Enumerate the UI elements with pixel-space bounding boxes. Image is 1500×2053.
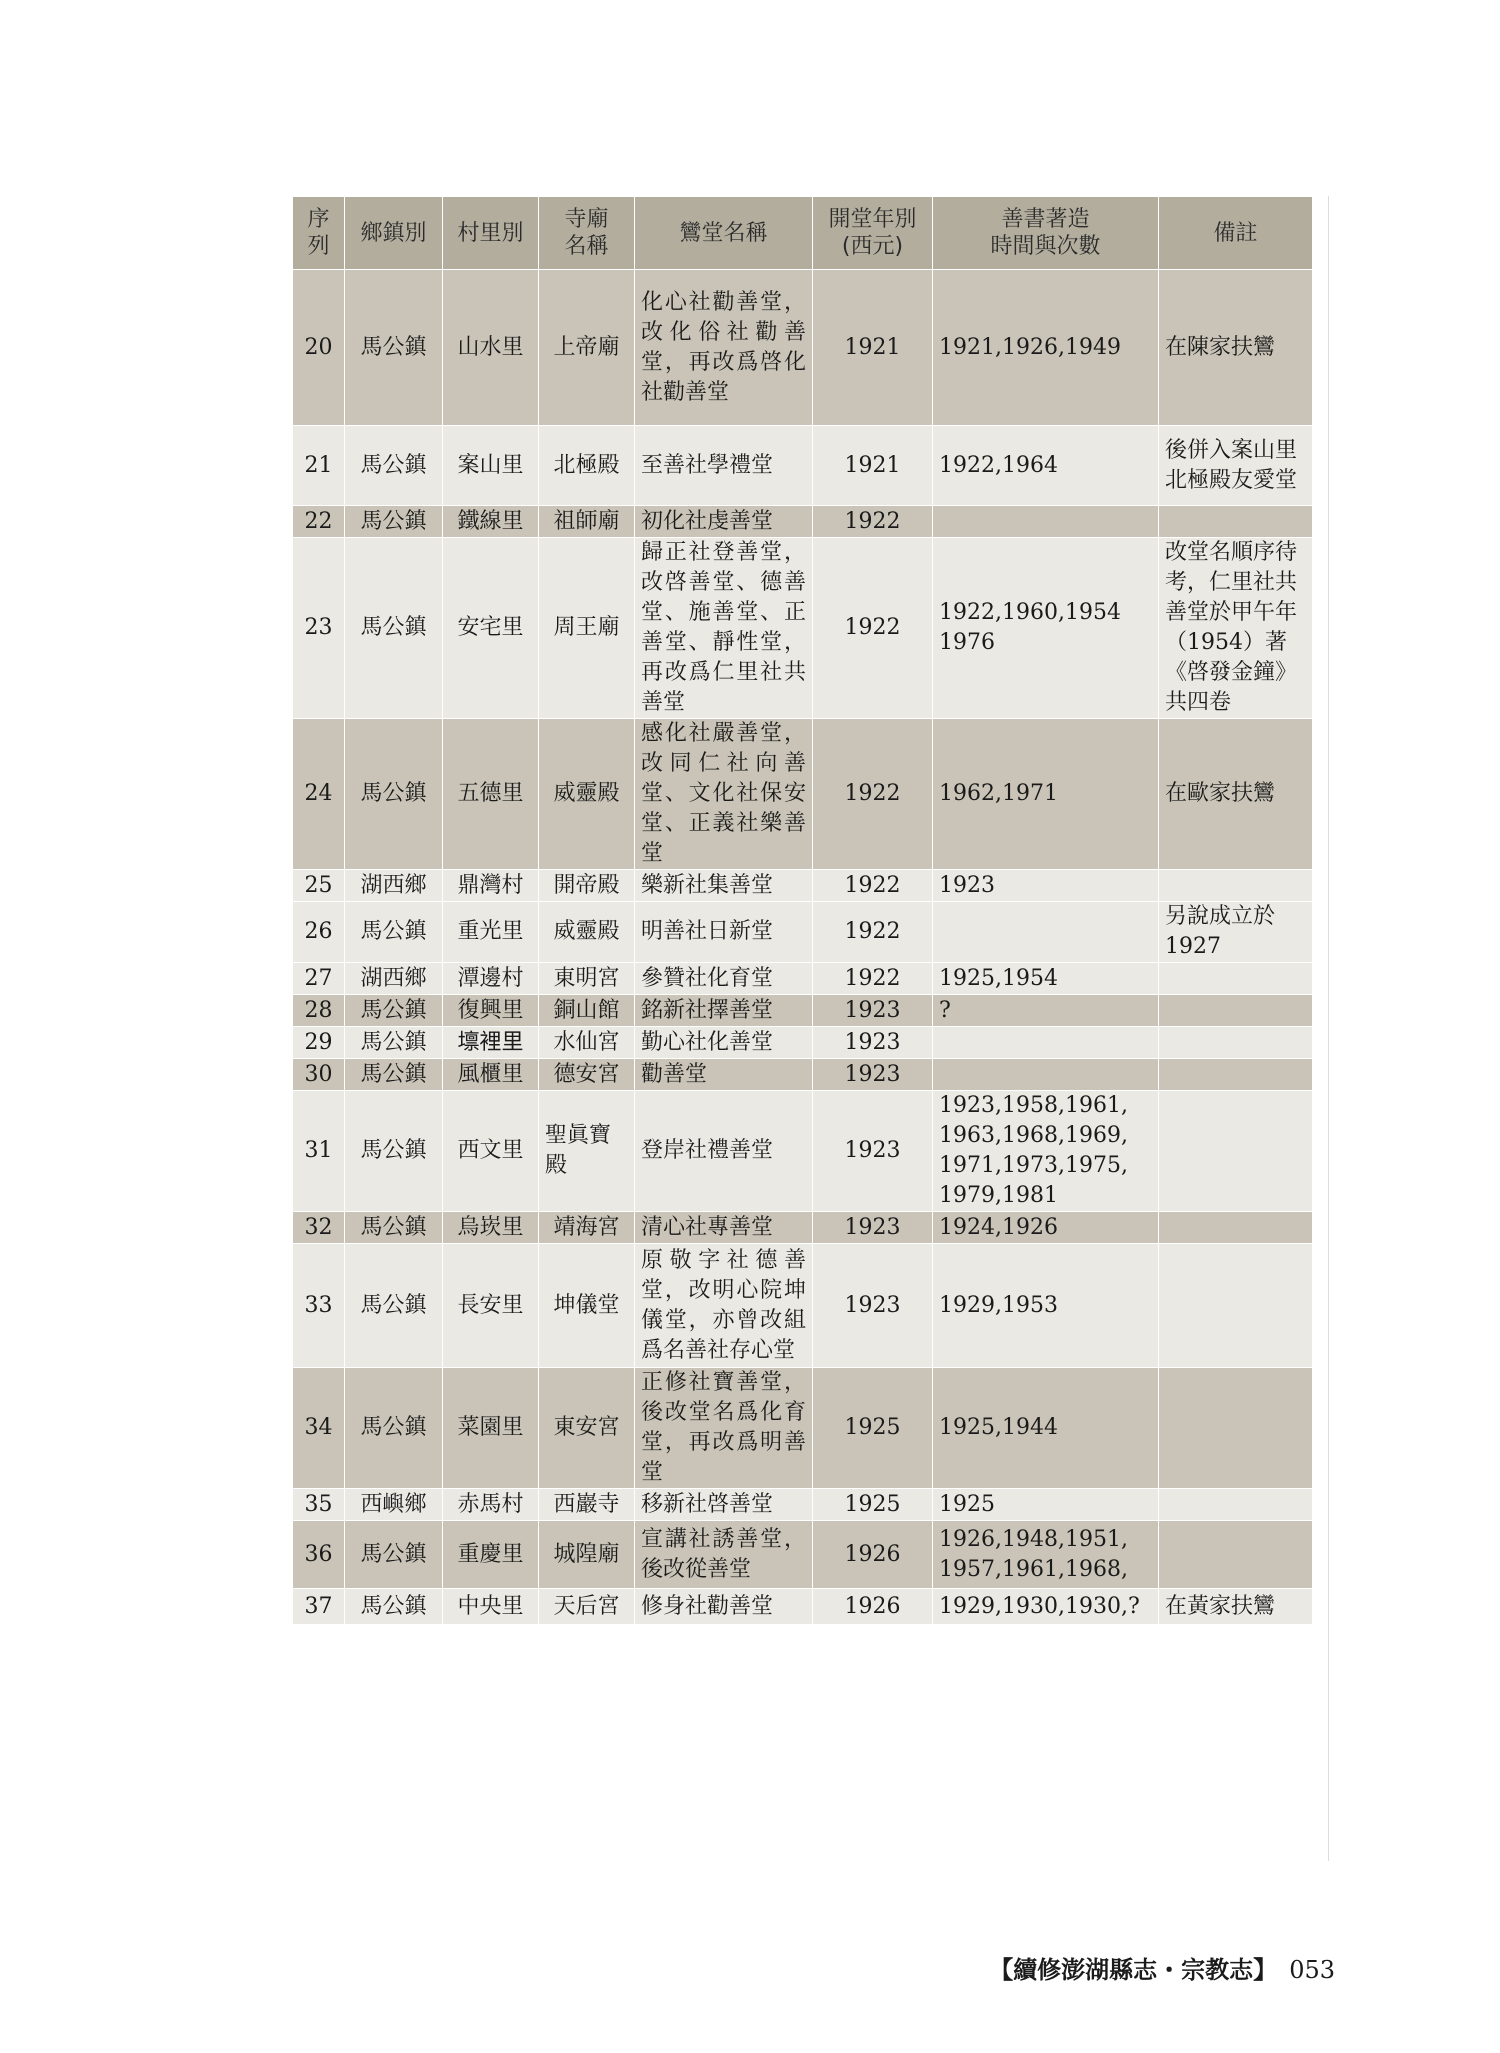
cell-seq: 33 <box>293 1244 345 1368</box>
cell-books: 1929,1930,1930,? <box>933 1589 1159 1625</box>
cell-books: 1922,1960,1954 1976 <box>933 538 1159 719</box>
cell-village: 重慶里 <box>443 1521 539 1589</box>
cell-books: 1929,1953 <box>933 1244 1159 1368</box>
cell-note: 後併入案山里北極殿友愛堂 <box>1159 426 1313 506</box>
cell-year: 1921 <box>813 270 933 426</box>
cell-note <box>1159 1027 1313 1059</box>
cell-town: 湖西鄉 <box>345 870 443 902</box>
cell-seq: 21 <box>293 426 345 506</box>
cell-temple: 水仙宮 <box>539 1027 635 1059</box>
cell-hall: 移新社啓善堂 <box>635 1489 813 1521</box>
table-row <box>293 1059 1313 1091</box>
cell-temple: 上帝廟 <box>539 270 635 426</box>
cell-note <box>1159 506 1313 538</box>
table-row <box>293 538 1313 719</box>
cell-hall: 化心社勸善堂，改化俗社勸善堂，再改爲啓化社勸善堂 <box>635 270 813 426</box>
cell-year: 1923 <box>813 995 933 1027</box>
cell-temple: 周王廟 <box>539 538 635 719</box>
table-row <box>293 963 1313 995</box>
cell-year: 1923 <box>813 1212 933 1244</box>
cell-note <box>1159 995 1313 1027</box>
cell-books: 1962,1971 <box>933 719 1159 870</box>
table-row <box>293 1368 1313 1489</box>
table-row <box>293 1589 1313 1625</box>
cell-hall: 感化社嚴善堂，改同仁社向善堂、文化社保安堂、正義社樂善堂 <box>635 719 813 870</box>
cell-books: 1925,1944 <box>933 1368 1159 1489</box>
cell-village: 復興里 <box>443 995 539 1027</box>
cell-town: 馬公鎮 <box>345 995 443 1027</box>
cell-year: 1926 <box>813 1589 933 1625</box>
cell-hall: 勸善堂 <box>635 1059 813 1091</box>
cell-year: 1922 <box>813 902 933 963</box>
cell-hall: 至善社學禮堂 <box>635 426 813 506</box>
cell-note <box>1159 1489 1313 1521</box>
cell-village: 重光里 <box>443 902 539 963</box>
cell-seq: 31 <box>293 1091 345 1212</box>
cell-town: 馬公鎮 <box>345 1589 443 1625</box>
cell-temple: 北極殿 <box>539 426 635 506</box>
cell-books <box>933 902 1159 963</box>
cell-seq: 32 <box>293 1212 345 1244</box>
table-row <box>293 995 1313 1027</box>
table-row <box>293 1091 1313 1212</box>
cell-hall: 登岸社禮善堂 <box>635 1091 813 1212</box>
header-books: 善書著造 時間與次數 <box>933 197 1159 270</box>
cell-hall: 參贊社化育堂 <box>635 963 813 995</box>
cell-year: 1922 <box>813 506 933 538</box>
cell-books: 1923,1958,1961, 1963,1968,1969, 1971,1973,1975, 1979,1981 <box>933 1091 1159 1212</box>
cell-hall: 原敬字社德善堂，改明心院坤儀堂，亦曾改組爲名善社存心堂 <box>635 1244 813 1368</box>
cell-town: 馬公鎮 <box>345 1368 443 1489</box>
cell-hall: 銘新社擇善堂 <box>635 995 813 1027</box>
cell-village: 五德里 <box>443 719 539 870</box>
cell-village: 風櫃里 <box>443 1059 539 1091</box>
cell-town: 馬公鎮 <box>345 506 443 538</box>
cell-seq: 27 <box>293 963 345 995</box>
cell-year: 1921 <box>813 426 933 506</box>
cell-temple: 威靈殿 <box>539 902 635 963</box>
temple-table <box>292 196 1313 1625</box>
cell-seq: 35 <box>293 1489 345 1521</box>
cell-hall: 初化社虔善堂 <box>635 506 813 538</box>
cell-hall: 修身社勸善堂 <box>635 1589 813 1625</box>
cell-note: 在陳家扶鸞 <box>1159 270 1313 426</box>
cell-note: 在歐家扶鸞 <box>1159 719 1313 870</box>
cell-year: 1922 <box>813 963 933 995</box>
cell-village: 鼎灣村 <box>443 870 539 902</box>
cell-temple: 開帝殿 <box>539 870 635 902</box>
table-row <box>293 902 1313 963</box>
footer-title: 【續修澎湖縣志・宗教志】 <box>989 1955 1278 1984</box>
table-row <box>293 1212 1313 1244</box>
cell-year: 1925 <box>813 1489 933 1521</box>
table-header-row <box>293 197 1313 270</box>
cell-seq: 36 <box>293 1521 345 1589</box>
cell-hall: 清心社專善堂 <box>635 1212 813 1244</box>
cell-note <box>1159 1368 1313 1489</box>
page-footer <box>0 1950 1335 1985</box>
cell-year: 1922 <box>813 538 933 719</box>
cell-year: 1926 <box>813 1521 933 1589</box>
header-note: 備註 <box>1159 197 1313 270</box>
cell-temple: 東明宮 <box>539 963 635 995</box>
cell-seq: 28 <box>293 995 345 1027</box>
cell-note <box>1159 1521 1313 1589</box>
cell-temple: 城隍廟 <box>539 1521 635 1589</box>
cell-town: 馬公鎮 <box>345 1212 443 1244</box>
cell-note <box>1159 1091 1313 1212</box>
cell-year: 1923 <box>813 1244 933 1368</box>
cell-seq: 25 <box>293 870 345 902</box>
table-row <box>293 1489 1313 1521</box>
cell-temple: 聖眞寶殿 <box>539 1091 635 1212</box>
cell-town: 湖西鄉 <box>345 963 443 995</box>
cell-seq: 23 <box>293 538 345 719</box>
cell-hall: 明善社日新堂 <box>635 902 813 963</box>
cell-books: 1923 <box>933 870 1159 902</box>
cell-books <box>933 1059 1159 1091</box>
header-seq: 序 列 <box>293 197 345 270</box>
cell-town: 馬公鎮 <box>345 1059 443 1091</box>
cell-temple: 銅山館 <box>539 995 635 1027</box>
cell-hall: 正修社寶善堂，後改堂名爲化育堂，再改爲明善堂 <box>635 1368 813 1489</box>
table-row <box>293 719 1313 870</box>
cell-village: 赤馬村 <box>443 1489 539 1521</box>
cell-hall: 勤心社化善堂 <box>635 1027 813 1059</box>
cell-note <box>1159 1212 1313 1244</box>
cell-town: 馬公鎮 <box>345 538 443 719</box>
cell-village: 𡒄裡里 <box>443 1027 539 1059</box>
cell-village: 菜園里 <box>443 1368 539 1489</box>
cell-note: 在黃家扶鸞 <box>1159 1589 1313 1625</box>
cell-books: 1921,1926,1949 <box>933 270 1159 426</box>
cell-village: 山水里 <box>443 270 539 426</box>
cell-hall: 歸正社登善堂，改啓善堂、德善堂、施善堂、正善堂、靜性堂，再改爲仁里社共善堂 <box>635 538 813 719</box>
cell-year: 1922 <box>813 719 933 870</box>
cell-year: 1925 <box>813 1368 933 1489</box>
cell-seq: 22 <box>293 506 345 538</box>
cell-town: 馬公鎮 <box>345 719 443 870</box>
cell-books: 1922,1964 <box>933 426 1159 506</box>
cell-books: 1925 <box>933 1489 1159 1521</box>
table-row <box>293 270 1313 426</box>
cell-village: 中央里 <box>443 1589 539 1625</box>
cell-temple: 威靈殿 <box>539 719 635 870</box>
table-row <box>293 1521 1313 1589</box>
header-hall: 鸞堂名稱 <box>635 197 813 270</box>
cell-town: 馬公鎮 <box>345 1244 443 1368</box>
cell-temple: 東安宮 <box>539 1368 635 1489</box>
cell-town: 馬公鎮 <box>345 1091 443 1212</box>
cell-year: 1923 <box>813 1091 933 1212</box>
cell-note: 另說成立於1927 <box>1159 902 1313 963</box>
cell-note: 改堂名順序待考，仁里社共善堂於甲午年（1954）著《啓發金鐘》共四卷 <box>1159 538 1313 719</box>
cell-seq: 29 <box>293 1027 345 1059</box>
cell-note <box>1159 1244 1313 1368</box>
cell-books: 1924,1926 <box>933 1212 1159 1244</box>
cell-note <box>1159 1059 1313 1091</box>
cell-temple: 西巖寺 <box>539 1489 635 1521</box>
cell-hall: 樂新社集善堂 <box>635 870 813 902</box>
cell-hall: 宣講社誘善堂，後改從善堂 <box>635 1521 813 1589</box>
cell-note <box>1159 963 1313 995</box>
cell-books: ? <box>933 995 1159 1027</box>
table-row <box>293 870 1313 902</box>
cell-seq: 34 <box>293 1368 345 1489</box>
cell-village: 西文里 <box>443 1091 539 1212</box>
cell-temple: 德安宮 <box>539 1059 635 1091</box>
cell-seq: 30 <box>293 1059 345 1091</box>
cell-village: 安宅里 <box>443 538 539 719</box>
cell-village: 案山里 <box>443 426 539 506</box>
cell-town: 西嶼鄉 <box>345 1489 443 1521</box>
table-row <box>293 506 1313 538</box>
cell-town: 馬公鎮 <box>345 1027 443 1059</box>
header-town: 鄉鎮別 <box>345 197 443 270</box>
cell-temple: 坤儀堂 <box>539 1244 635 1368</box>
cell-town: 馬公鎮 <box>345 1521 443 1589</box>
cell-books: 1926,1948,1951, 1957,1961,1968, <box>933 1521 1159 1589</box>
cell-books <box>933 506 1159 538</box>
header-temple: 寺廟 名稱 <box>539 197 635 270</box>
cell-village: 長安里 <box>443 1244 539 1368</box>
header-year: 開堂年別 (西元) <box>813 197 933 270</box>
cell-seq: 20 <box>293 270 345 426</box>
table-body <box>293 270 1313 1625</box>
header-village: 村里別 <box>443 197 539 270</box>
cell-year: 1923 <box>813 1059 933 1091</box>
cell-note <box>1159 870 1313 902</box>
cell-village: 潭邊村 <box>443 963 539 995</box>
page-edge-line <box>1328 196 1329 1861</box>
cell-year: 1922 <box>813 870 933 902</box>
cell-village: 鐵線里 <box>443 506 539 538</box>
cell-books: 1925,1954 <box>933 963 1159 995</box>
cell-temple: 天后宮 <box>539 1589 635 1625</box>
cell-temple: 靖海宮 <box>539 1212 635 1244</box>
table-row <box>293 1244 1313 1368</box>
cell-seq: 24 <box>293 719 345 870</box>
cell-village: 烏崁里 <box>443 1212 539 1244</box>
cell-books <box>933 1027 1159 1059</box>
table-row <box>293 1027 1313 1059</box>
cell-temple: 祖師廟 <box>539 506 635 538</box>
cell-town: 馬公鎮 <box>345 426 443 506</box>
cell-seq: 26 <box>293 902 345 963</box>
cell-town: 馬公鎮 <box>345 270 443 426</box>
page-number: 053 <box>1289 1956 1335 1984</box>
cell-year: 1923 <box>813 1027 933 1059</box>
table-row <box>293 426 1313 506</box>
cell-town: 馬公鎮 <box>345 902 443 963</box>
cell-seq: 37 <box>293 1589 345 1625</box>
